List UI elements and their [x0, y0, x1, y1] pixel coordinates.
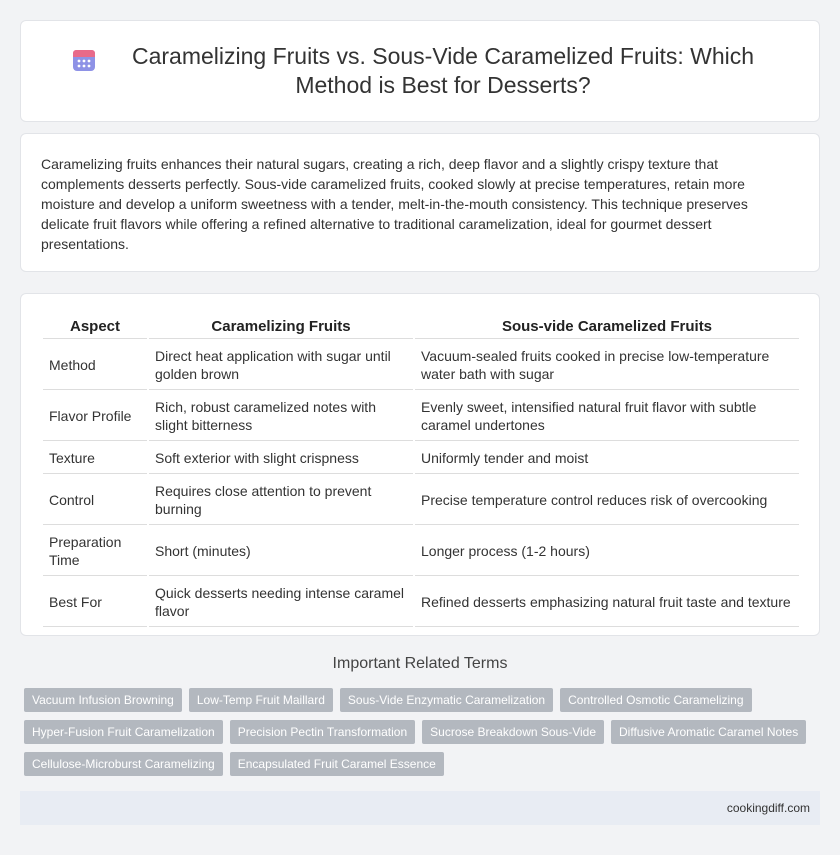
row-sous-vide: Longer process (1-2 hours)	[415, 527, 799, 576]
row-caramelizing: Soft exterior with slight crispness	[149, 443, 413, 474]
title-wrap	[70, 42, 770, 100]
term-tag[interactable]: Sous-Vide Enzymatic Caramelization	[340, 688, 553, 712]
row-aspect: Method	[43, 341, 147, 390]
term-tag[interactable]: Hyper-Fusion Fruit Caramelization	[24, 720, 223, 744]
table-row	[43, 392, 799, 441]
row-sous-vide: Refined desserts emphasizing natural fruit taste and texture	[415, 578, 799, 627]
header-aspect: Aspect	[43, 316, 147, 339]
table-row	[43, 578, 799, 627]
footer	[20, 791, 820, 825]
row-caramelizing: Short (minutes)	[149, 527, 413, 576]
term-tag[interactable]: Cellulose-Microburst Caramelizing	[24, 752, 223, 776]
row-caramelizing: Quick desserts needing intense caramel flavor	[149, 578, 413, 627]
row-sous-vide: Evenly sweet, intensified natural fruit flavor with subtle caramel undertones	[415, 392, 799, 441]
related-terms-list	[24, 688, 824, 776]
term-tag[interactable]: Sucrose Breakdown Sous-Vide	[422, 720, 604, 744]
term-tag[interactable]: Precision Pectin Transformation	[230, 720, 415, 744]
page-title: Caramelizing Fruits vs. Sous-Vide Caramelized Fruits: Which Method is Best for Desserts?	[131, 43, 755, 98]
row-caramelizing: Rich, robust caramelized notes with slight bitterness	[149, 392, 413, 441]
table-row	[43, 443, 799, 474]
table-row	[43, 476, 799, 525]
term-tag[interactable]: Low-Temp Fruit Maillard	[189, 688, 333, 712]
header-caramelizing: Caramelizing Fruits	[149, 316, 413, 339]
row-aspect: Control	[43, 476, 147, 525]
table-row	[43, 341, 799, 390]
intro-card	[20, 133, 820, 272]
intro-text: Caramelizing fruits enhances their natural sugars, creating a rich, deep flavor and a slightly crispy texture that complements desserts perfectly. Sous-vide caramelized fruits, cooked slowly at precise temperatures, retain more moisture and develop a uniform sweetness with a tender, melt-in-the-mouth consistency. This technique preserves delicate fruit flavors while offering a refined alternative to traditional caramelization, ideal for gourmet dessert presentations.	[41, 156, 748, 252]
row-caramelizing: Requires close attention to prevent burning	[149, 476, 413, 525]
comparison-table	[41, 314, 801, 629]
row-sous-vide: Vacuum-sealed fruits cooked in precise low-temperature water bath with sugar	[415, 341, 799, 390]
term-tag[interactable]: Diffusive Aromatic Caramel Notes	[611, 720, 806, 744]
row-aspect: Preparation Time	[43, 527, 147, 576]
calendar-icon	[70, 46, 98, 74]
header-sous-vide: Sous-vide Caramelized Fruits	[415, 316, 799, 339]
header-card	[20, 20, 820, 122]
row-aspect: Best For	[43, 578, 147, 627]
row-caramelizing: Direct heat application with sugar until golden brown	[149, 341, 413, 390]
term-tag[interactable]: Encapsulated Fruit Caramel Essence	[230, 752, 444, 776]
comparison-card	[20, 293, 820, 636]
row-aspect: Flavor Profile	[43, 392, 147, 441]
term-tag[interactable]: Controlled Osmotic Caramelizing	[560, 688, 751, 712]
table-row	[43, 527, 799, 576]
term-tag[interactable]: Vacuum Infusion Browning	[24, 688, 182, 712]
row-aspect: Texture	[43, 443, 147, 474]
footer-site[interactable]: cookingdiff.com	[726, 801, 810, 815]
row-sous-vide: Precise temperature control reduces risk of overcooking	[415, 476, 799, 525]
table-header-row	[43, 316, 799, 339]
row-sous-vide: Uniformly tender and moist	[415, 443, 799, 474]
related-terms-title: Important Related Terms	[332, 655, 508, 672]
